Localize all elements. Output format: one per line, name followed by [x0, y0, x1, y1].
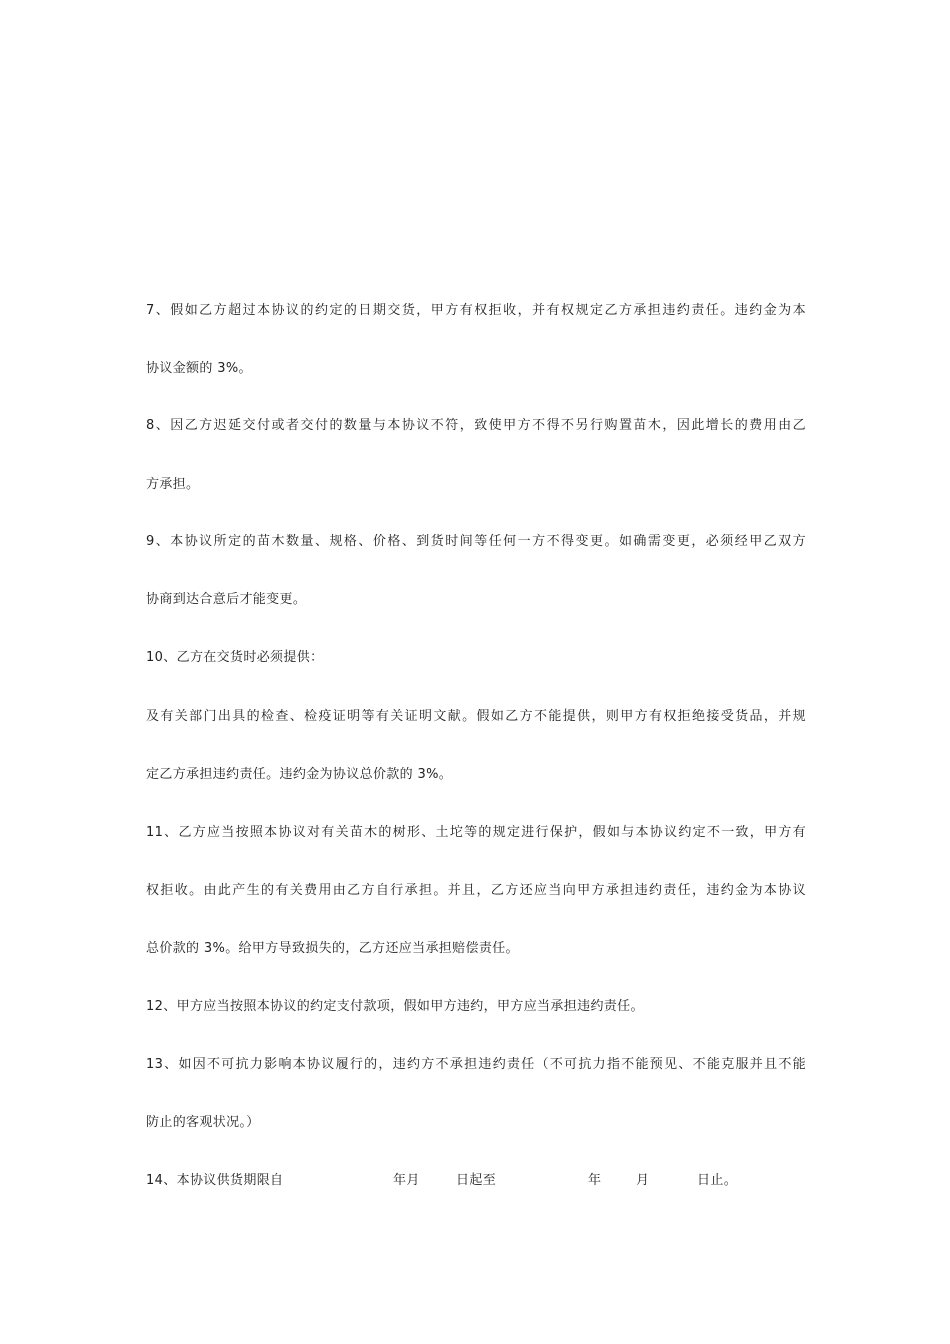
- clause-14-label: 14、本协议供货期限自: [146, 1173, 284, 1188]
- clause-14-line: [146, 1171, 806, 1191]
- clause-14-day-start: 日起至: [456, 1173, 497, 1188]
- clause-10-line-3: 定乙方承担违约责任。违约金为协议总价款的 3%。: [146, 767, 453, 782]
- clause-12-line-1: 12、甲方应当按照本协议的约定支付款项，假如甲方违约，甲方应当承担违约责任。: [146, 999, 644, 1014]
- clause-11-line-2: 权拒收。由此产生的有关费用由乙方自行承担。并且，乙方还应当向甲方承担违约责任，违约金为本协议: [146, 883, 806, 898]
- clause-10-line-1: 10、乙方在交货时必须提供：: [146, 650, 324, 665]
- clause-14-year-end: 年: [588, 1173, 602, 1188]
- clause-8-line-2: 方承担。: [146, 477, 200, 492]
- clause-14-day-end: 日止。: [697, 1173, 738, 1188]
- clause-9-line-2: 协商到达合意后才能变更。: [146, 592, 307, 607]
- clause-7-line-1: 7、假如乙方超过本协议的约定的日期交货，甲方有权拒收，并有权规定乙方承担违约责任。违约金为本: [146, 303, 806, 318]
- clause-10-line-2: 及有关部门出具的检查、检疫证明等有关证明文献。假如乙方不能提供，则甲方有权拒绝接受货品，并规: [146, 709, 806, 724]
- clause-14-year-start: 年月: [393, 1173, 420, 1188]
- clause-13-line-2: 防止的客观状况。）: [146, 1115, 260, 1130]
- clause-13-line-1: 13、如因不可抗力影响本协议履行的，违约方不承担违约责任（不可抗力指不能预见、不能克服并且不能: [146, 1057, 806, 1072]
- clause-9-line-1: 9、本协议所定的苗木数量、规格、价格、到货时间等任何一方不得变更。如确需变更，必须经甲乙双方: [146, 534, 806, 549]
- clause-11-line-1: 11、乙方应当按照本协议对有关苗木的树形、土坨等的规定进行保护，假如与本协议约定不一致，甲方有: [146, 825, 806, 840]
- clause-8-line-1: 8、因乙方迟延交付或者交付的数量与本协议不符，致使甲方不得不另行购置苗木，因此增长的费用由乙: [146, 418, 806, 433]
- clause-11-line-3: 总价款的 3%。给甲方导致损失的，乙方还应当承担赔偿责任。: [146, 941, 519, 956]
- clause-14-month-end: 月: [636, 1173, 650, 1188]
- clause-7-line-2: 协议金额的 3%。: [146, 361, 252, 376]
